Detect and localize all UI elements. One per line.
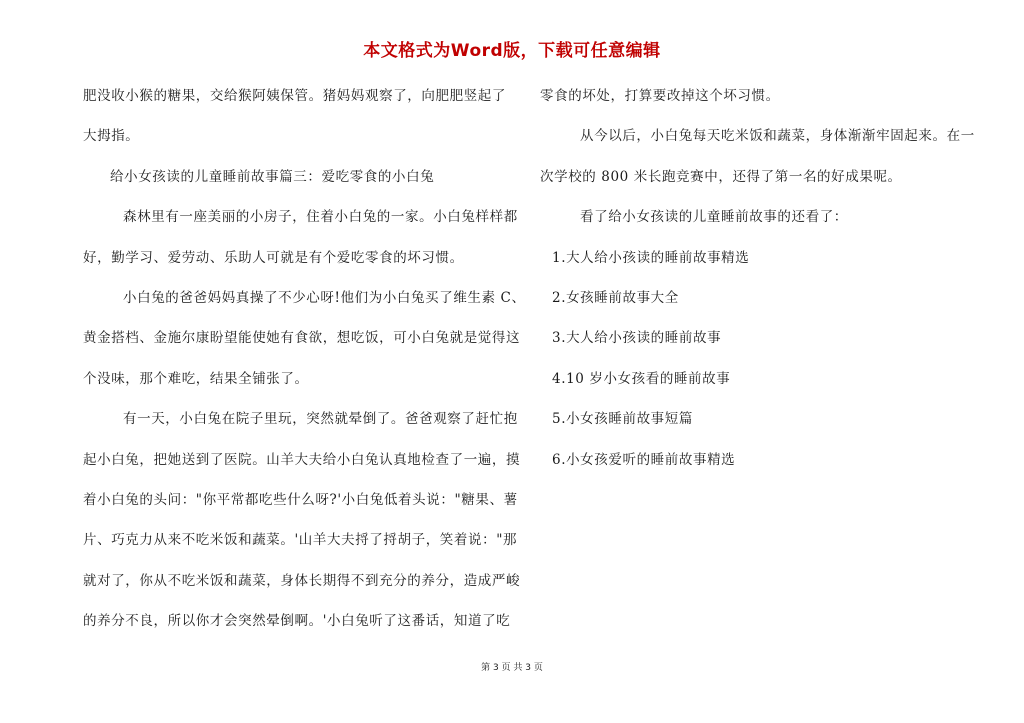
related-link[interactable]: 5.小女孩睡前故事短篇 xyxy=(552,411,693,428)
paragraph-line: 好，勤学习、爱劳动、乐助人可就是有个爱吃零食的坏习惯。 xyxy=(83,249,464,266)
left-column xyxy=(83,76,526,641)
paragraph-line: 次学校的 800 米长跑竞赛中，还得了第一名的好成果呢。 xyxy=(540,168,902,185)
related-link[interactable]: 2.女孩睡前故事大全 xyxy=(552,289,679,306)
paragraph-line: 小白兔的爸爸妈妈真操了不少心呀!他们为小白兔买了维生素 C、 xyxy=(123,289,526,306)
paragraph-line: 着小白兔的头问："你平常都吃些什么呀?'小白兔低着头说："糖果、薯 xyxy=(83,491,518,508)
paragraph-line: 大拇指。 xyxy=(83,128,140,145)
paragraph-line: 片、巧克力从来不吃米饭和蔬菜。'山羊大夫捋了捋胡子，笑着说："那 xyxy=(83,532,518,549)
paragraph-line: 黄金搭档、金施尔康盼望能使她有食欲，想吃饭，可小白兔就是觉得这 xyxy=(83,330,521,347)
section-heading: 给小女孩读的儿童睡前故事篇三：爱吃零食的小白兔 xyxy=(110,168,435,185)
page-number-footer: 第 3 页 共 3 页 xyxy=(481,663,543,673)
related-link[interactable]: 6.小女孩爱听的睡前故事精选 xyxy=(552,451,736,468)
related-link[interactable]: 1.大人给小孩读的睡前故事精选 xyxy=(552,249,750,266)
paragraph-line: 零食的坏处，打算要改掉这个坏习惯。 xyxy=(540,88,780,104)
paragraph-line: 个没味，那个难吃，结果全铺张了。 xyxy=(83,370,309,387)
paragraph-line: 森林里有一座美丽的小房子，住着小白兔的一家。小白兔样样都 xyxy=(123,209,518,226)
related-link[interactable]: 4.10 岁小女孩看的睡前故事 xyxy=(552,370,731,387)
paragraph-line: 肥没收小猴的糖果，交给猴阿姨保管。猪妈妈观察了，向肥肥竖起了 xyxy=(83,88,506,104)
right-column xyxy=(540,76,975,480)
paragraph-line: 的养分不良，所以你才会突然晕倒啊。'小白兔听了这番话，知道了吃 xyxy=(83,613,511,630)
related-heading: 看了给小女孩读的儿童睡前故事的还看了： xyxy=(580,209,848,226)
paragraph-line: 从今以后，小白兔每天吃米饭和蔬菜，身体渐渐牢固起来。在一 xyxy=(580,128,975,145)
related-link[interactable]: 3.大人给小孩读的睡前故事 xyxy=(552,330,722,347)
paragraph-line: 起小白兔，把她送到了医院。山羊大夫给小白兔认真地检查了一遍，摸 xyxy=(83,451,521,468)
paragraph-line: 就对了，你从不吃米饭和蔬菜，身体长期得不到充分的养分，造成严峻 xyxy=(83,572,521,589)
document-banner: 本文格式为Word版，下载可任意编辑 xyxy=(363,41,661,61)
paragraph-line: 有一天，小白兔在院子里玩，突然就晕倒了。爸爸观察了赶忙抱 xyxy=(123,411,518,428)
